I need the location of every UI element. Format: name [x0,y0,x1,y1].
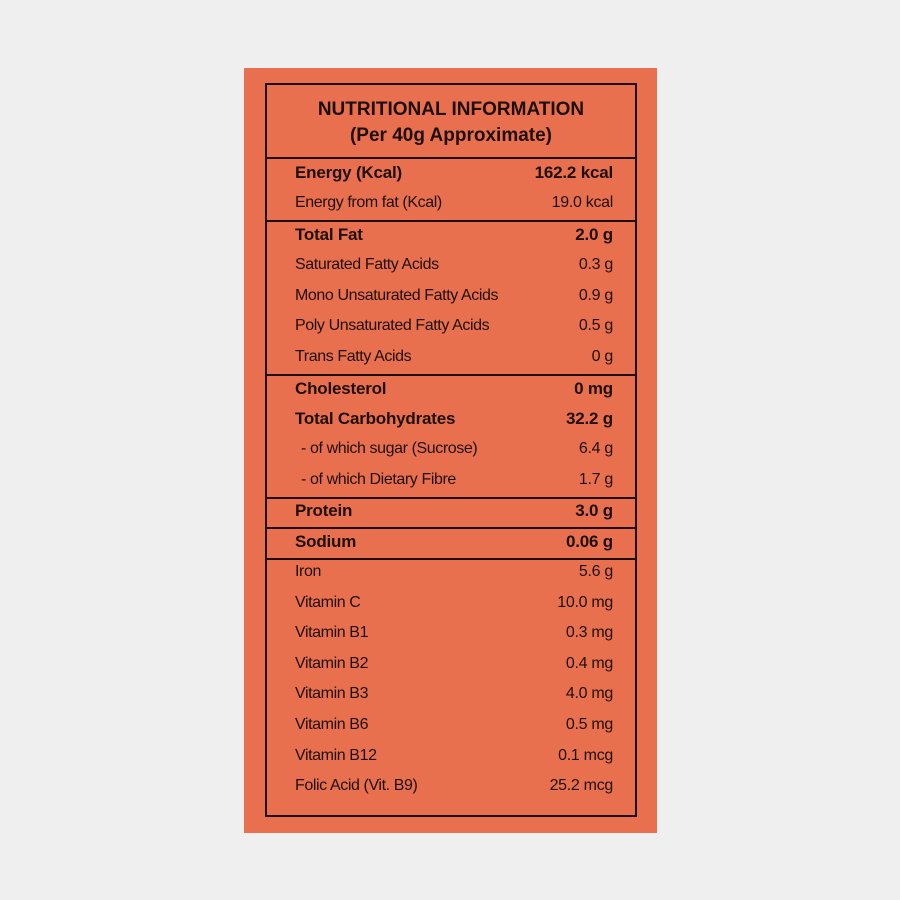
nutrient-value: 0.4 mg [565,655,613,672]
label-title: NUTRITIONAL INFORMATION [317,99,585,120]
nutrient-row-vitamin-b2 [267,651,635,681]
nutrient-value: 0.9 g [578,287,613,304]
nutrient-row-total-fat [267,221,635,251]
nutrient-name: Poly Unsaturated Fatty Acids [295,317,490,334]
nutrient-row-vitamin-b12 [267,743,635,773]
nutrient-row-sodium [267,528,635,558]
nutrient-name: Total Carbohydrates [295,409,456,428]
nutrient-name: Vitamin B3 [295,685,369,702]
nutrient-value: 0.06 g [566,532,613,551]
nutrient-value: 2.0 g [575,225,613,244]
nutrient-row-folic-acid [267,773,635,803]
nutrient-value: 0.5 mg [565,716,613,733]
nutrient-name: Vitamin B2 [295,655,369,672]
nutrient-value: 1.7 g [578,471,613,488]
nutrient-name: Iron [295,563,321,580]
nutrient-value: 0 mg [574,379,613,398]
nutrient-row-vitamin-b3 [267,681,635,711]
nutrition-table [265,83,637,817]
nutrient-name: Vitamin B12 [295,747,377,764]
nutrient-row-vitamin-b6 [267,712,635,742]
nutrient-row-cholesterol [267,375,635,405]
nutrient-name: Vitamin B6 [295,716,369,733]
nutrient-value: 0 g [591,348,613,365]
nutrient-name: Total Fat [295,225,363,244]
nutrient-row-saturated-fat [267,252,635,282]
nutrient-value: 19.0 kcal [551,194,613,211]
nutrient-row-dietary-fibre [267,467,635,497]
nutrition-label [244,68,657,833]
nutrient-value: 6.4 g [578,440,613,457]
nutrient-name: Energy from fat (Kcal) [295,194,442,211]
nutrient-name: Vitamin B1 [295,624,369,641]
nutrient-row-mono-unsaturated [267,283,635,313]
nutrient-value: 10.0 mg [557,594,613,611]
nutrient-value: 0.1 mcg [558,747,613,764]
nutrient-row-sugar [267,436,635,466]
nutrient-name: - of which Dietary Fibre [301,471,456,488]
nutrient-name: Protein [295,501,353,520]
nutrient-name: Saturated Fatty Acids [295,256,439,273]
nutrient-value: 25.2 mcg [549,777,613,794]
nutrient-row-energy [267,159,635,189]
nutrient-row-protein [267,497,635,527]
nutrient-name: Cholesterol [295,379,387,398]
nutrient-row-total-carbohydrates [267,405,635,435]
nutrient-value: 5.6 g [578,563,613,580]
nutrient-row-energy-from-fat [267,190,635,220]
nutrient-value: 4.0 mg [565,685,613,702]
label-header [267,97,635,149]
nutrient-name: Mono Unsaturated Fatty Acids [295,287,499,304]
nutrient-value: 0.5 g [578,317,613,334]
nutrient-name: Trans Fatty Acids [295,348,412,365]
nutrient-value: 162.2 kcal [534,163,613,182]
nutrient-value: 0.3 mg [565,624,613,641]
nutrient-row-iron [267,559,635,589]
nutrient-name: - of which sugar (Sucrose) [301,440,478,457]
nutrient-name: Sodium [295,532,357,551]
label-subtitle: (Per 40g Approximate) [349,125,552,146]
nutrient-row-vitamin-b1 [267,620,635,650]
nutrient-value: 0.3 g [578,256,613,273]
nutrient-row-poly-unsaturated [267,313,635,343]
nutrient-name: Vitamin C [295,594,361,611]
nutrient-row-trans-fat [267,344,635,374]
nutrient-value: 3.0 g [575,501,613,520]
nutrient-name: Folic Acid (Vit. B9) [295,777,418,794]
nutrient-value: 32.2 g [566,409,613,428]
nutrient-row-vitamin-c [267,590,635,620]
nutrient-name: Energy (Kcal) [295,163,402,182]
